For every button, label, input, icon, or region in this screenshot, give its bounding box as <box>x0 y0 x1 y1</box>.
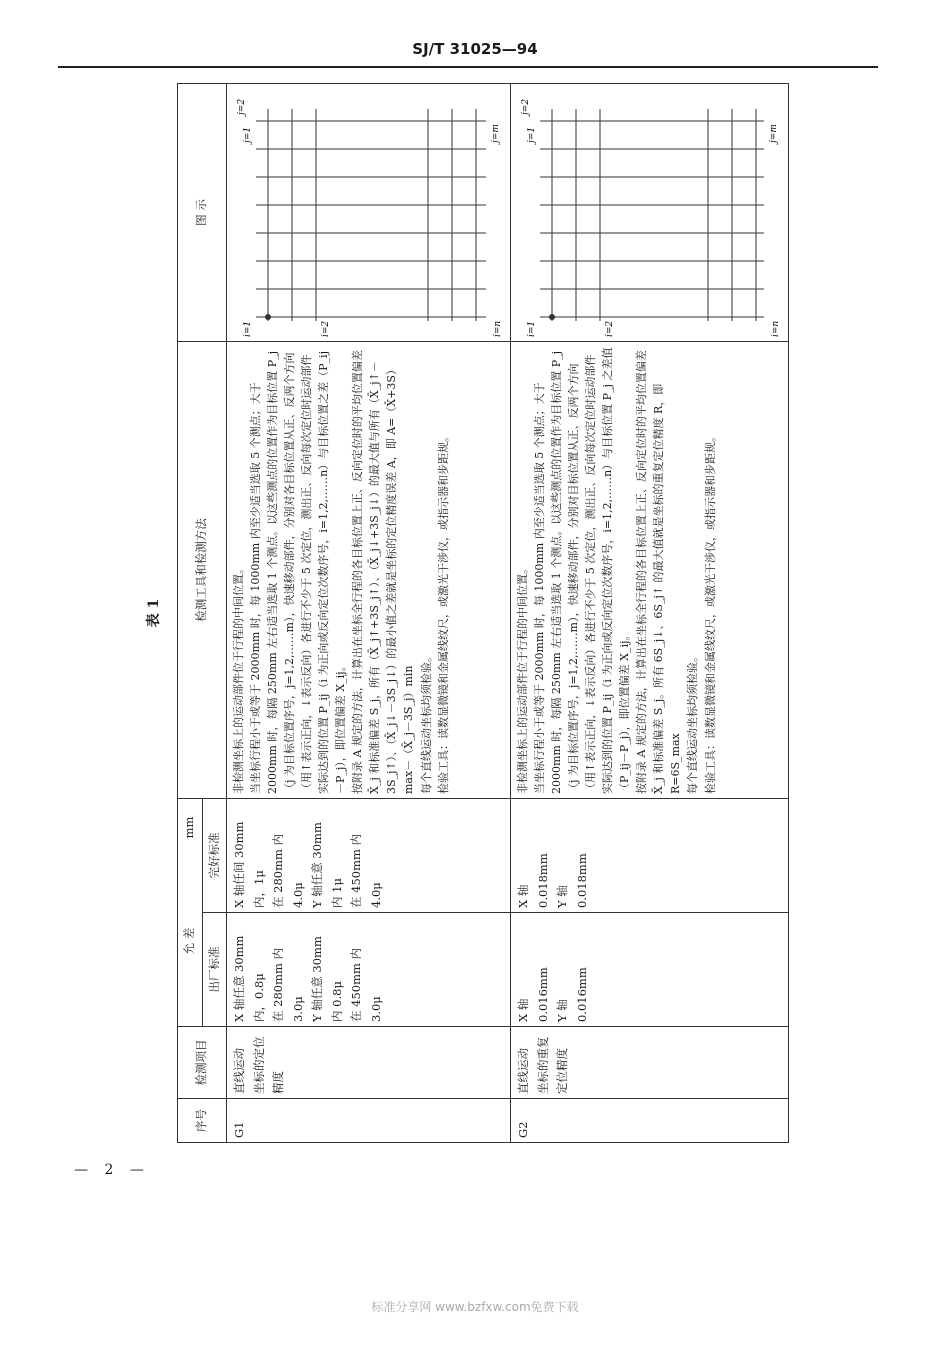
g2-good-line: Y 轴 <box>555 885 570 908</box>
g2-method <box>512 342 786 798</box>
g2-factory <box>512 913 594 1026</box>
g1-figure <box>228 84 508 341</box>
g2-good <box>512 799 594 912</box>
g1-factory-line: 3.0μ <box>290 996 305 1022</box>
g2-method-para: 检验工具：读数显微镜和金属线纹尺，或激光干涉仪，或指示器和步距规。 <box>703 431 717 794</box>
g1-good-line: 内 1μ <box>329 878 344 908</box>
g2-good-line: 0.018mm <box>535 853 550 908</box>
g2-item-line: 定位精度 <box>555 1048 570 1094</box>
g2-method-para: 按附录 A 规定的方法，计算出在坐标全行程的各目标位置上正、反向定位时的平均位置偏差 X̄_j 和标准偏差 S_j。所有 6S_j↓、6S_j↑ 的最大值就是坐标的重复定位精度 R，即 R=6S_max <box>635 350 683 794</box>
g2-label-j1: j=1 <box>527 126 537 143</box>
g1-label-i1: i=1 <box>243 320 253 337</box>
g1-label-j1: j=1 <box>243 126 253 143</box>
g1-position-diagram <box>228 84 508 341</box>
header-rule <box>58 66 878 68</box>
g2-method-para: 当坐标行程小于或等于 2000mm 时，每 1000mm 内至少适当选取 5 个测点；大于 2000mm 时，每隔 250mm 左右适当选取 1 个测点。以这些测点的位置作为目标位置 P_j（j 为目标位置序号，j=1,2,……m），快速移动部件，分别对目标位置从正、反两个方向（用↑表示正向，↓表示反向）各进行不少于 5 次定位，测出正、反向每次定位时运动部件实际达到的位置 P_ij（i 为正向或反向定位次数序号，i=1,2,……n）与目标位置 P_j 之差值（P_ij－P_j），即位置偏差 X_ij。 <box>533 347 632 794</box>
page-number: — 2 — <box>74 1162 150 1178</box>
header-tolerance: 允 差 <box>182 927 197 955</box>
g1-good-line: X 轴任间 30mm <box>232 821 246 908</box>
g2-label-i1: i=1 <box>527 320 537 337</box>
g2-method-para: 非检测坐标上的运动部件位于行程的中间位置。 <box>516 563 529 794</box>
g2-label-i2: i=2 <box>605 320 615 337</box>
g2-item <box>512 1027 575 1098</box>
g1-label-in: i=n <box>493 320 503 337</box>
table-caption: 表 1 <box>146 598 162 628</box>
g2-method-para: 每个直线运动坐标均须检验。 <box>686 651 700 794</box>
g1-good-line: 在 280mm 内 <box>271 833 286 908</box>
header-rule-bottom <box>226 84 227 1142</box>
spec-table <box>177 83 789 1143</box>
g1-good-line: 内，1μ <box>251 870 266 908</box>
g2-item-line: 直线运动 <box>516 1048 530 1094</box>
header-good: 完好标准 <box>206 832 221 879</box>
g1-method-para: 每个直线运动坐标均须检验。 <box>419 651 433 794</box>
g1-label-j2: j=2 <box>237 98 247 115</box>
g1-method-para: 按附录 A 规定的方法，计算出在坐标全行程的各目标位置上正、反向定位时的平均位置偏差 X̄_j 和标准偏差 S_j，所有（X̄_j↑+3S_j↑）、（X̄_j↓+3S_j↓）的最大值与所有（X̄_j↑－3S_j↑）、（X̄_j↓－3S_j↓）的最小值之差就是坐标的定位精度误差 A，即 A=（X̄+3S）max－（X̄_j－3S_j）min <box>351 350 416 794</box>
g1-factory-line: 内 0.8μ <box>329 981 344 1022</box>
g1-label-i2: i=2 <box>321 320 331 337</box>
g2-factory-line: X 轴 <box>516 998 530 1022</box>
g1-good-line: 4.0μ <box>368 882 383 908</box>
g2-label-in: i=n <box>771 320 781 337</box>
g1-good-line: 4.0μ <box>290 882 305 908</box>
g2-good-line: 0.018mm <box>574 853 589 908</box>
g2-label-jm: j=m <box>769 124 779 143</box>
header-item: 检测项目 <box>194 1039 209 1086</box>
g1-method-para: 非检测坐标上的运动部件位于行程的中间位置。 <box>232 563 245 794</box>
g2-seq: G2 <box>516 1121 530 1138</box>
header-unit: mm <box>182 816 197 839</box>
col-rule-seq <box>178 1098 788 1099</box>
g1-method-para: 检验工具：读数显微镜和金属线纹尺，或激光干涉仪，或指示器和步距规。 <box>436 431 450 794</box>
start-point-icon <box>265 314 271 320</box>
rotated-table-frame <box>143 83 793 1143</box>
header-method: 检测工具和检测方法 <box>194 518 209 622</box>
g1-label-jm: j=m <box>491 124 501 143</box>
g1-factory-line: 在 450mm 内 <box>349 947 364 1022</box>
header-figure: 图 示 <box>194 199 209 226</box>
g1-item-line: 精度 <box>271 1071 286 1094</box>
g1-method <box>228 342 508 798</box>
g1-factory-line: 3.0μ <box>368 996 383 1022</box>
g1-factory-line: Y 轴任意 30mm <box>310 936 325 1022</box>
g1-factory <box>228 913 388 1026</box>
g1-method-para: 当坐标行程小于或等于 2000mm 时，每 1000mm 内至少适当选取 5 个测点；大于 2000mm 时，每隔 250mm 左右适当选取 1 个测点。以这些测点的位置作为目标位置 P_j（j 为目标位置序号，j=1,2,……m），快速移动部件，分别对各目标位置从正、反两个方向（用↑表示正向，↓表示反向）各进行不少于 5 次定位，测出正、反向每次定位时运动部件实际达到的位置 P_ij（i 为正向或反向定位次数序号，i=1,2,……n）与目标位置之差（P_ij－P_j），即位置偏差 X_ij。 <box>249 350 348 794</box>
header-seq: 序号 <box>194 1109 209 1132</box>
g2-label-j2: j=2 <box>521 98 531 115</box>
g1-item <box>228 1027 291 1098</box>
footer-watermark: 标准分享网 www.bzfxw.com免费下载 <box>371 1300 579 1314</box>
g1-good-line: 在 450mm 内 <box>349 833 364 908</box>
g2-factory-line: 0.016mm <box>535 967 550 1022</box>
g1-factory-line: X 轴任意 30mm <box>232 935 246 1022</box>
g1-good <box>228 799 388 912</box>
g2-position-diagram <box>512 84 786 341</box>
g2-factory-line: Y 轴 <box>555 999 570 1022</box>
row-separator <box>510 84 511 1142</box>
g1-item-line: 坐标的定位 <box>251 1036 266 1094</box>
g2-good-line: X 轴 <box>516 884 530 908</box>
header-factory: 出厂标准 <box>206 946 221 993</box>
g1-item-line: 直线运动 <box>232 1048 246 1094</box>
g2-figure <box>512 84 786 341</box>
start-point-icon <box>549 314 555 320</box>
g1-factory-line: 在 280mm 内 <box>271 947 286 1022</box>
g1-good-line: Y 轴任意 30mm <box>310 822 325 908</box>
standard-number: SJ/T 31025—94 <box>412 40 538 58</box>
g2-item-line: 坐标的重复 <box>535 1036 550 1094</box>
g2-factory-line: 0.016mm <box>574 967 589 1022</box>
g1-seq: G1 <box>232 1121 246 1138</box>
g1-factory-line: 内，0.8μ <box>251 973 266 1022</box>
